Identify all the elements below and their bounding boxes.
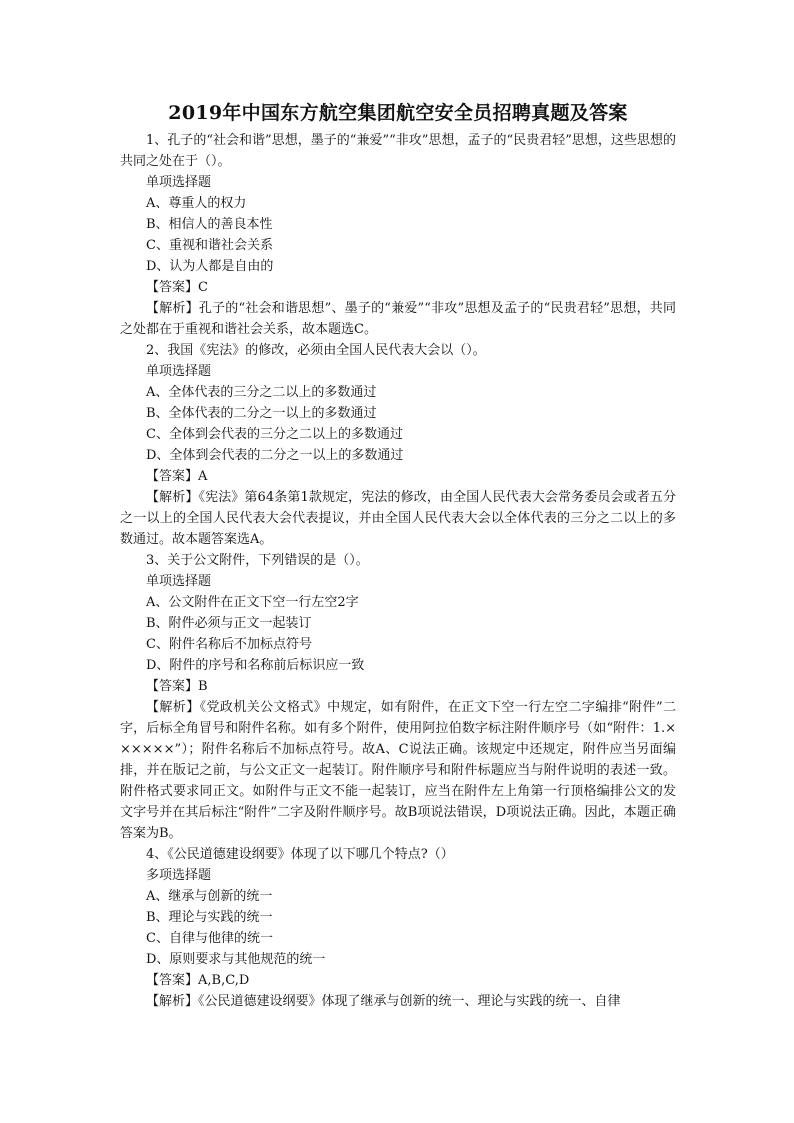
- option-a: A、尊重人的权力: [146, 196, 247, 211]
- question-type: 多项选择题: [146, 868, 212, 883]
- question-3: [120, 550, 676, 844]
- option-a: A、公文附件在正文下空一行左空2字: [146, 595, 359, 610]
- question-stem: 1、孔子的“社会和谐”思想，墨子的“兼爱”“非攻”思想，孟子的“民贵君轻”思想，这些思想的共同之处在于（）。: [120, 133, 676, 169]
- answer: 【答案】A,B,C,D: [146, 973, 250, 988]
- document-page: [120, 100, 676, 1012]
- option-b: B、附件必须与正文一起装订: [146, 616, 312, 631]
- answer: 【答案】B: [146, 679, 208, 694]
- question-type: 单项选择题: [146, 175, 212, 190]
- option-c: C、附件名称后不加标点符号: [146, 637, 312, 652]
- question-stem: 4、《公民道德建设纲要》体现了以下哪几个特点?（）: [146, 847, 454, 862]
- analysis: 【解析】《宪法》第64条第1款规定，宪法的修改，由全国人民代表大会常务委员会或者五分之一以上的全国人民代表大会代表提议，并由全国人民代表大会以全体代表的三分之二以上的多数通过。故本题答案选A。: [120, 490, 676, 547]
- answer: 【答案】C: [146, 280, 208, 295]
- analysis: 【解析】《党政机关公文格式》中规定，如有附件，在正文下空一行左空二字编排“附件”二字，后标全角冒号和附件名称。如有多个附件，使用阿拉伯数字标注附件顺序号（如“附件：1.××××××”）；附件名称后不加标点符号。故A、C说法正确。该规定中还规定，附件应当另面编排，并在版记之前，与公文正文一起装订。附件顺序号和附件标题应当与附件说明的表述一致。附件格式要求同正文。如附件与正文不能一起装订，应当在附件左上角第一行顶格编排公文的发文字号并在其后标注“附件”二字及附件顺序号。故B项说法错误，D项说法正确。因此，本题正确答案为B。: [120, 700, 676, 841]
- question-2: [120, 340, 676, 550]
- option-a: A、继承与创新的统一: [146, 889, 273, 904]
- option-c: C、自律与他律的统一: [146, 931, 273, 946]
- option-c: C、全体到会代表的三分之二以上的多数通过: [146, 427, 403, 442]
- option-b: B、理论与实践的统一: [146, 910, 273, 925]
- analysis: 【解析】孔子的“社会和谐思想”、墨子的“兼爱”“非攻”思想及孟子的“民贵君轻”思想，共同之处都在于重视和谐社会关系，故本题选C。: [120, 301, 676, 337]
- question-stem: 2、我国《宪法》的修改，必须由全国人民代表大会以（）。: [146, 343, 486, 358]
- question-stem: 3、关于公文附件，下列错误的是（）。: [146, 553, 369, 568]
- document-title: 2019年中国东方航空集团航空安全员招聘真题及答案: [168, 102, 628, 124]
- question-type: 单项选择题: [146, 574, 212, 589]
- option-c: C、重视和谐社会关系: [146, 238, 273, 253]
- question-type: 单项选择题: [146, 364, 212, 379]
- option-b: B、相信人的善良本性: [146, 217, 273, 232]
- answer: 【答案】A: [146, 469, 208, 484]
- option-d: D、全体到会代表的二分之一以上的多数通过: [146, 448, 404, 463]
- question-1: [120, 130, 676, 340]
- question-4: [120, 844, 676, 1012]
- option-b: B、全体代表的二分之一以上的多数通过: [146, 406, 377, 421]
- option-d: D、原则要求与其他规范的统一: [146, 952, 326, 967]
- option-d: D、认为人都是自由的: [146, 259, 274, 274]
- analysis: 【解析】《公民道德建设纲要》体现了继承与创新的统一、理论与实践的统一、自律: [146, 994, 621, 1009]
- option-a: A、全体代表的三分之二以上的多数通过: [146, 385, 377, 400]
- option-d: D、附件的序号和名称前后标识应一致: [146, 658, 365, 673]
